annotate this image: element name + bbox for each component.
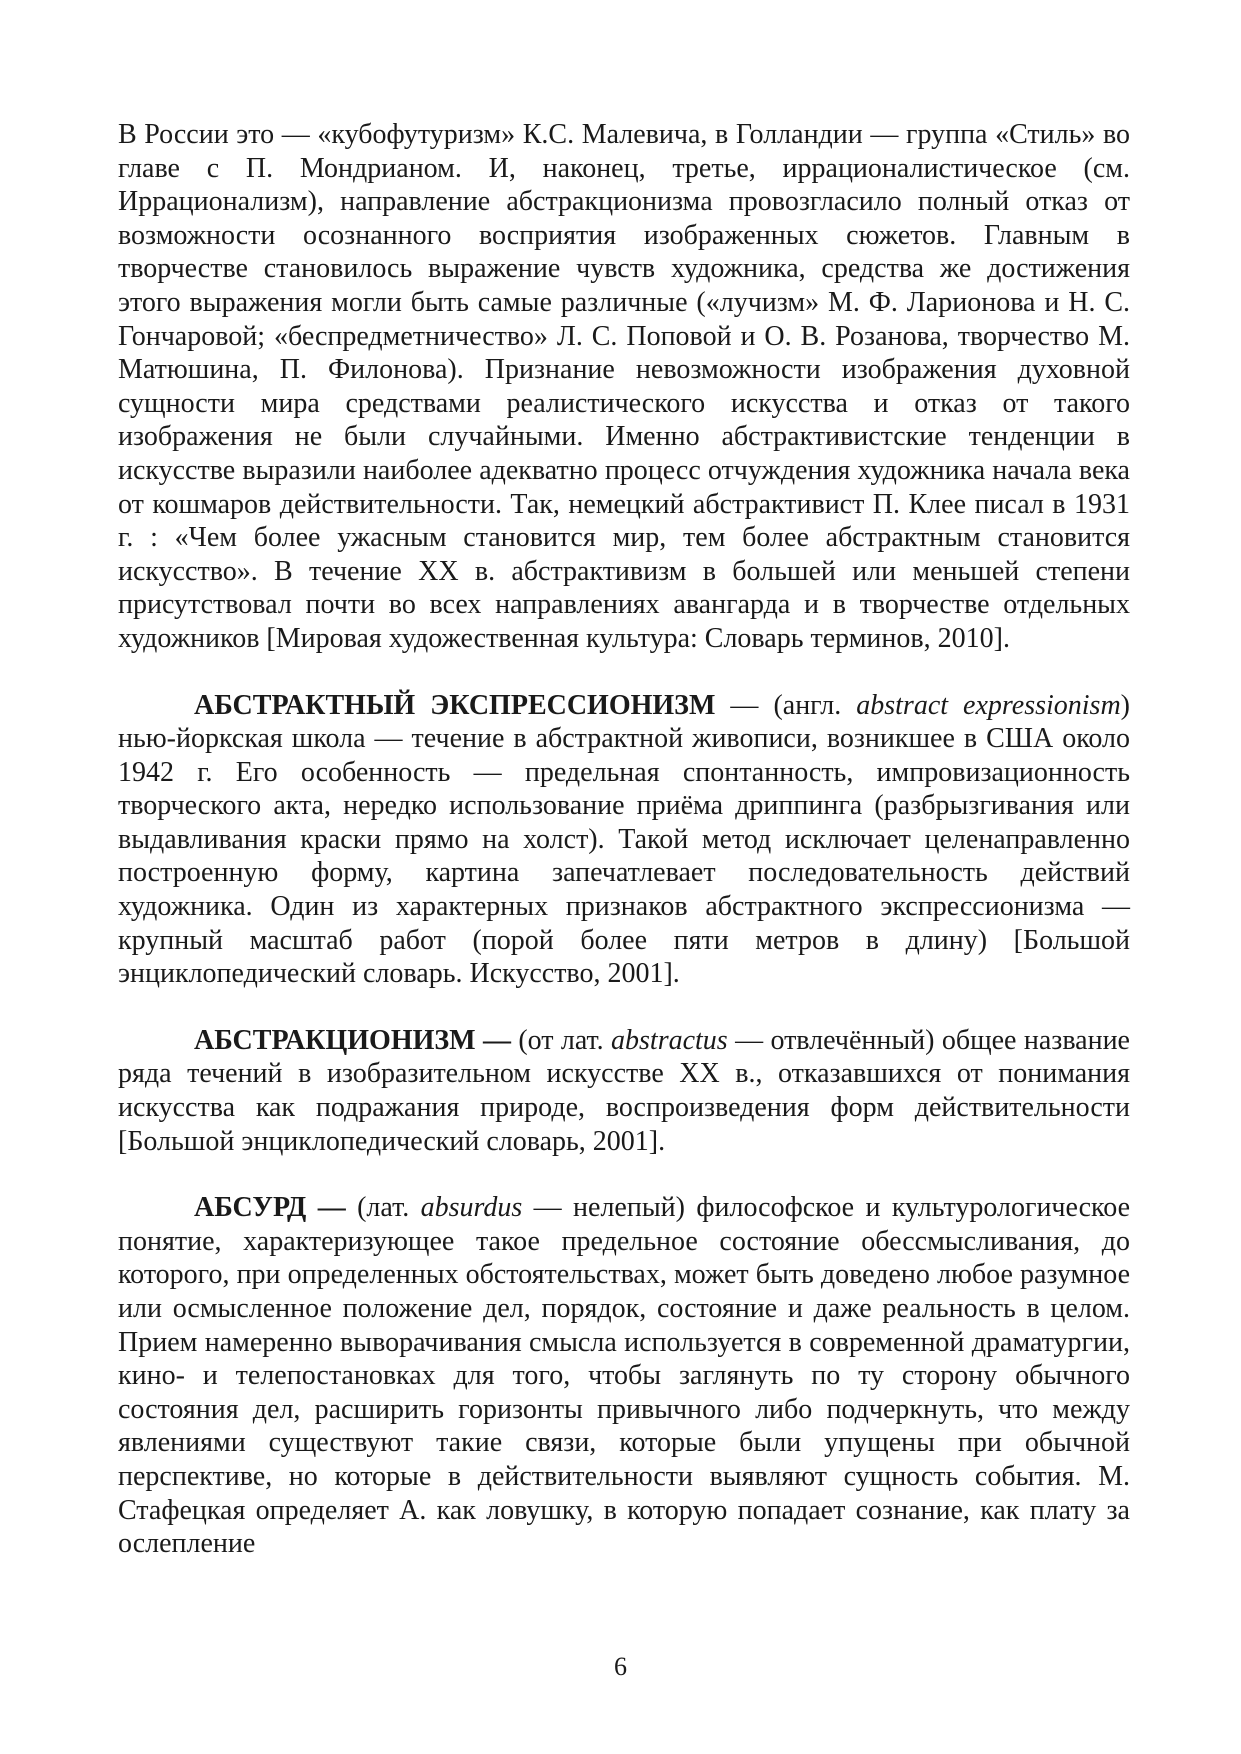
entry-dash: — [482, 1024, 511, 1056]
entry-foreign-term: abstract expressionism [856, 689, 1121, 721]
entry-text-lead: (лат. [345, 1192, 421, 1224]
entry-foreign-term: absurdus [420, 1192, 523, 1224]
entry-dash: — [317, 1192, 346, 1224]
entry-text-body: — отвлечённый) общее название ряда течений в изобразительном искусстве XX в., отказавшихся от понимания искусства как подражания природе, воспроизведения форм действительности [Большой энциклопедический словарь, 2001]. [118, 1024, 1130, 1157]
entry-abstract-expressionism [118, 689, 1130, 991]
entry-abstractionism [118, 1024, 1130, 1158]
entry-term: АБСТРАКЦИОНИЗМ [194, 1024, 476, 1056]
entry-text-lead: (англ. [758, 689, 857, 721]
entry-text-lead: (от лат. [510, 1024, 612, 1056]
entry-text-body: — нелепый) философское и культурологическое понятие, характеризующее такое предельное состояние обессмысливания, до которого, при определенных обстоятельствах, может быть доведено любое разумное или осмысленное положение дел, порядок, состояние и даже реальность в целом. Прием намеренно выворачивания смысла используется в современной драматургии, кино- и телепостановках для того, чтобы заглянуть по ту сторону обычного состояния дел, расширить горизонты привычного либо подчеркнуть, что между явлениями существуют такие связи, которые были упущены при обычной перспективе, но которые в действительности выявляют сущность события. М. Стафецкая определяет А. как ловушку, в которую попадает сознание, как плату за ослепление [118, 1192, 1131, 1560]
page-number: 6 [614, 1652, 627, 1681]
entry-foreign-term: abstractus [611, 1024, 728, 1056]
entry-term: АБСТРАКТНЫЙ ЭКСПРЕССИОНИЗМ [194, 689, 716, 721]
entry-term: АБСУРД [194, 1192, 307, 1224]
document-body [118, 118, 1130, 1561]
entry-absurd [118, 1191, 1130, 1561]
intro-paragraph: В России это — «кубофутуризм» К.С. Малевича, в Голландии — группа «Стиль» во главе с П. Мондрианом. И, наконец, третье, иррационалистическое (см. Иррационализм), направление абстракционизма провозгласило полный отказ от возможности осознанного восприятия изображенных сюжетов. Главным в творчестве становилось выражение чувств художника, средства же достижения этого выражения могли быть самые различные («лучизм» М. Ф. Ларионова и Н. С. Гончаровой; «беспредметничество» Л. С. Поповой и О. В. Розанова, творчество М. Матюшина, П. Филонова). Признание невозможности изображения духовной сущности мира средствами реалистического искусства и отказ от такого изображения не были случайными. Именно абстрактивистские тенденции в искусстве выразили наиболее адекватно процесс отчуждения художника начала века от кошмаров действительности. Так, немецкий абстрактивист П. Клее писал в 1931 г. : «Чем более ужасным становится мир, тем более абстрактным становится искусство». В течение XX в. абстрактивизм в большей или меньшей степени присутствовал почти во всех направлениях авангарда и в творчестве отдельных художников [Мировая художественная культура: Словарь терминов, 2010]. [118, 119, 1130, 654]
entry-text-body: ) нью-йоркская школа — течение в абстрактной живописи, возникшее в США около 1942 г. Его особенность — предельная спонтанность, импровизационность творческого акта, нередко использование приёма дриппинга (разбрызгивания или выдавливания краски прямо на холст). Такой метод исключает целенаправленно построенную форму, картина запечатлевает последовательность действий художника. Один из характерных признаков абстрактного экспрессионизма — крупный масштаб работ (порой более пяти метров в длину) [Большой энциклопедический словарь. Искусство, 2001]. [118, 689, 1130, 990]
entry-dash: — [730, 689, 759, 721]
